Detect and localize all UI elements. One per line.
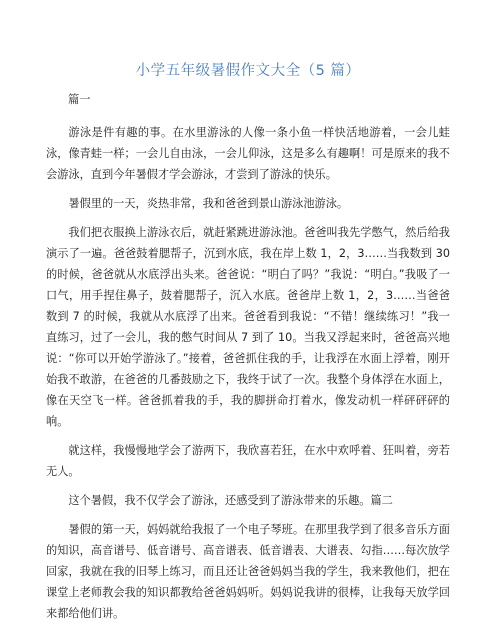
paragraph: 就这样，我慢慢地学会了游两下，我欣喜若狂，在水中欢呼着、狂叫着，旁若无人。 xyxy=(46,444,450,478)
section-heading: 篇一 xyxy=(68,93,91,106)
paragraph: 暑假里的一天，炎热非常，我和爸爸到景山游泳池游泳。 xyxy=(68,197,349,210)
paragraph: 我们把衣服换上游泳衣后，就赶紧跳进游泳池。爸爸叫我先学憋气，然后给我演示了一遍。爸爸鼓着腮帮子，沉到水底，我在岸上数 1，2，3……当我数到 30 的时候，爸爸就从水底浮出头来。爸爸说：“明白了吗？”我说：“明白。”我吸了一口气，用手捏住鼻子，鼓着腮帮子，沉入水底。爸爸岸上数 1，2，3……当爸爸数到 7 的时候，我就从水底浮了出来。爸爸看到我说：“不错！继续练习！”我一直练习，过了一会儿，我的憋气时间从 7 到了 10。当我又浮起来时，爸爸高兴地说：“你可以开始学游泳了。”接着，爸爸抓住我的手，让我浮在水面上浮着，刚开始我不敢游，在爸爸的几番鼓励之下，我终于试了一次。我整个身体浮在水面上，像在天空飞一样。爸爸抓着我的手，我的脚拼命打着水，像发动机一样砰砰砰的响。 xyxy=(46,226,450,428)
paragraph: 暑假的第一天，妈妈就给我报了一个电子琴班。在那里我学到了很多音乐方面的知识，高音谱号、低音谱号、高音谱表、低音谱表、大谱表、勾指……每次放学回家，我就在我的旧琴上练习，而且还让爸爸妈妈当我的学生，我来教他们，把在课堂上老师教会我的知识都教给爸爸妈妈听。妈妈说我讲的很棒，让我每天放学回来都给他们讲。 xyxy=(46,523,450,620)
paragraph: 游泳是件有趣的事。在水里游泳的人像一条小鱼一样快活地游着，一会儿蛙泳，像青蛙一样；一会儿自由泳，一会儿仰泳，这是多么有趣啊！可是原来的我不会游泳，直到今年暑假才学会游泳，才尝到了游泳的快乐。 xyxy=(46,126,450,181)
document-body xyxy=(46,90,450,632)
paragraph: 这个暑假，我不仅学会了游泳，还感受到了游泳带来的乐趣。篇二 xyxy=(68,494,393,507)
document-title: 小学五年级暑假作文大全（5 篇） xyxy=(135,63,361,79)
